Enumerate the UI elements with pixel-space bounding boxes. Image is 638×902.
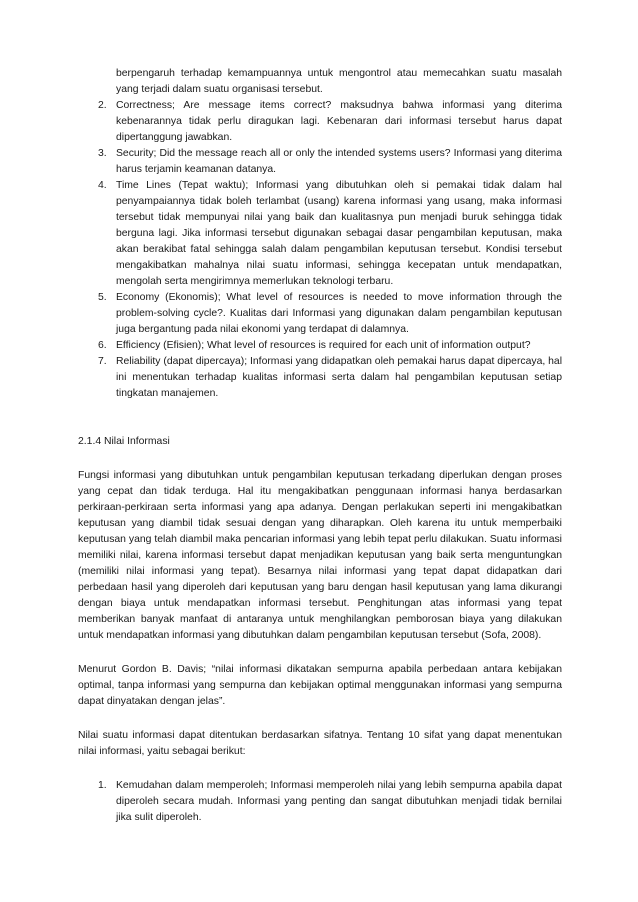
list-item bbox=[78, 778, 562, 826]
list-item bbox=[78, 338, 562, 354]
list-text: Correctness; Are message items correct? maksudnya bahwa informasi yang diterima kebenarannya tidak perlu diragukan lagi. Kebenaran dari informasi tersebut harus dapat dipertanggung jawabkan. bbox=[116, 100, 562, 143]
properties-list bbox=[78, 778, 562, 826]
list-item bbox=[78, 354, 562, 402]
paragraph-fungsi-informasi: Fungsi informasi yang dibutuhkan untuk pengambilan keputusan terkadang diperlukan dengan proses yang cepat dan tidak terduga. Hal itu mengakibatkan penggunaan informasi hanya berdasarkan perkiraan-perkiraan serta informasi yang apa adanya. Dengan perlakukan seperti ini mengakibatkan keputusan yang diambil tidak sesuai dengan yang diharapkan. Oleh karena itu untuk memperbaiki keputusan yang telah diambil maka pencarian informasi yang lebih tepat perlu dilakukan. Suatu informasi memiliki nilai, karena informasi tersebut dapat menjadikan keputusan yang baik serta menguntungkan (memiliki nilai informasi yang tepat). Besarnya nilai informasi yang tepat dapat didapatkan dari perbedaan hasil yang diperoleh dari keputusan yang baru dengan hasil keputusan yang lama dikurangi dengan biaya untuk mendapatkan informasi tersebut. Penghitungan atas informasi yang tepat memberikan banyak manfaat di antaranya untuk menghilangkan pemborosan biaya yang dilakukan untuk mendapatkan informasi yang dibutuhkan dalam pengambilan keputusan tersebut (Sofa, 2008). bbox=[78, 470, 562, 641]
list-number: 1. bbox=[98, 780, 107, 791]
list-number: 4. bbox=[98, 180, 107, 191]
list-text: Economy (Ekonomis); What level of resources is needed to move information through the problem-solving cycle?. Kualitas dari Informasi yang digunakan dalam pengambilan keputusan juga bergantung pada nilai ekonomi yang terdapat di dalamnya. bbox=[116, 292, 562, 335]
list-text: Security; Did the message reach all or only the intended systems users? Informasi yang diterima harus terjamin keamanan datanya. bbox=[116, 148, 562, 175]
list-text: Kemudahan dalam memperoleh; Informasi memperoleh nilai yang lebih sempurna apabila dapat diperoleh secara mudah. Informasi yang penting dan sangat dibutuhkan menjadi tidak bernilai jika sulit diperoleh. bbox=[116, 780, 562, 823]
list-text: Efficiency (Efisien); What level of resources is required for each unit of information output? bbox=[116, 340, 531, 351]
list-number: 5. bbox=[98, 292, 107, 303]
list-text: Time Lines (Tepat waktu); Informasi yang dibutuhkan oleh si pemakai tidak dalam hal penyampaiannya tidak boleh terlambat (usang) karena informasi yang usang, maka informasi tersebut tidak mempunyai nilai yang baik dan kualitasnya pun menjadi buruk sehingga tidak berguna lagi. Jika informasi tersebut digunakan sebagai dasar pengambilan keputusan, maka akan berakibat fatal sehingga salah dalam pengambilan keputusan tersebut. Kondisi tersebut mengakibatkan mahalnya nilai suatu informasi, sehingga kecepatan untuk mendapatkan, mengolah serta mengirimnya memerlukan teknologi terbaru. bbox=[116, 180, 562, 287]
list-item bbox=[78, 178, 562, 290]
list-item-continuation: berpengaruh terhadap kemampuannya untuk mengontrol atau memecahkan suatu masalah yang terjadi dalam suatu organisasi tersebut. bbox=[116, 68, 562, 95]
paragraph-gordon-davis: Menurut Gordon B. Davis; “nilai informasi dikatakan sempurna apabila perbedaan antara kebijakan optimal, tanpa informasi yang sempurna dan kebijakan optimal menggunakan informasi yang sempurna dapat dinyatakan dengan jelas”. bbox=[78, 664, 562, 707]
list-number: 2. bbox=[98, 100, 107, 111]
paragraph-sifat-informasi: Nilai suatu informasi dapat ditentukan berdasarkan sifatnya. Tentang 10 sifat yang dapat menentukan nilai informasi, yaitu sebagai berikut: bbox=[78, 730, 562, 757]
section-heading: 2.1.4 Nilai Informasi bbox=[78, 436, 170, 447]
list-item bbox=[78, 146, 562, 178]
list-text: Reliability (dapat dipercaya); Informasi yang didapatkan oleh pemakai harus dapat dipercaya, hal ini menentukan terhadap kualitas informasi serta dalam hal pengambilan keputusan setiap tingkatan manajemen. bbox=[116, 356, 562, 399]
list-number: 3. bbox=[98, 148, 107, 159]
list-number: 7. bbox=[98, 356, 107, 367]
list-number: 6. bbox=[98, 340, 107, 351]
list-item bbox=[78, 98, 562, 146]
criteria-list bbox=[78, 98, 562, 402]
list-item bbox=[78, 290, 562, 338]
document-page bbox=[78, 66, 562, 826]
